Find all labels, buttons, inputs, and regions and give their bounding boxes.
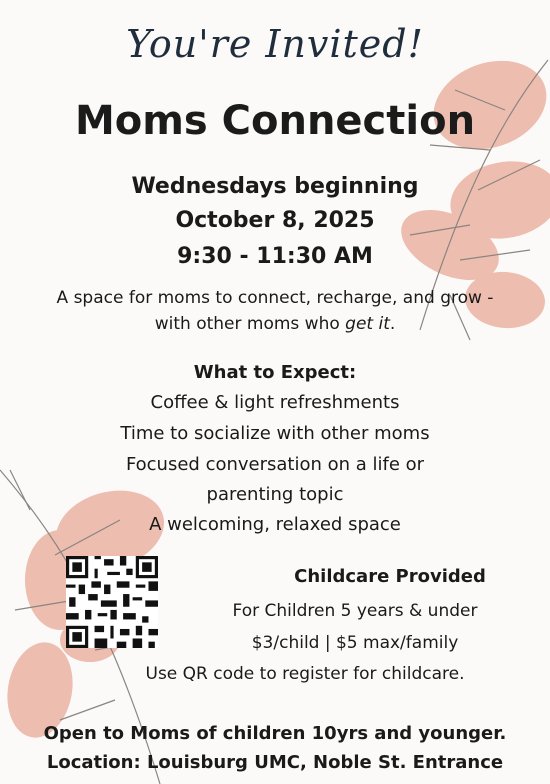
expect-item: Time to socialize with other moms xyxy=(120,423,430,444)
expect-item: parenting topic xyxy=(206,484,344,505)
childcare-price: $3/child | $5 max/family xyxy=(251,633,459,653)
description-line-2 xyxy=(0,314,550,334)
childcare-heading: Childcare Provided xyxy=(294,566,486,587)
description-emphasis: get it xyxy=(345,314,390,334)
description-line-1: A space for moms to connect, recharge, and grow - xyxy=(56,288,494,308)
expect-item: Coffee & light refreshments xyxy=(150,392,400,413)
schedule-time: 9:30 - 11:30 AM xyxy=(177,244,373,269)
qr-code-icon[interactable] xyxy=(66,556,158,648)
eligibility-line: Open to Moms of children 10yrs and younger. xyxy=(43,723,507,744)
childcare-register: Use QR code to register for childcare. xyxy=(145,664,465,684)
childcare-age: For Children 5 years & under xyxy=(232,601,478,621)
description-prefix: with other moms who xyxy=(154,314,346,334)
expect-heading: What to Expect: xyxy=(193,362,357,383)
location-line: Location: Louisburg UMC, Noble St. Entrance xyxy=(46,752,504,773)
schedule-day: Wednesdays beginning xyxy=(131,174,419,199)
schedule-date: October 8, 2025 xyxy=(175,208,375,233)
description-suffix: . xyxy=(389,314,396,334)
expect-item: Focused conversation on a life or xyxy=(125,454,425,475)
page-title: Moms Connection xyxy=(74,98,476,144)
expect-item: A welcoming, relaxed space xyxy=(149,514,401,535)
invite-heading: You're Invited! xyxy=(126,22,424,66)
